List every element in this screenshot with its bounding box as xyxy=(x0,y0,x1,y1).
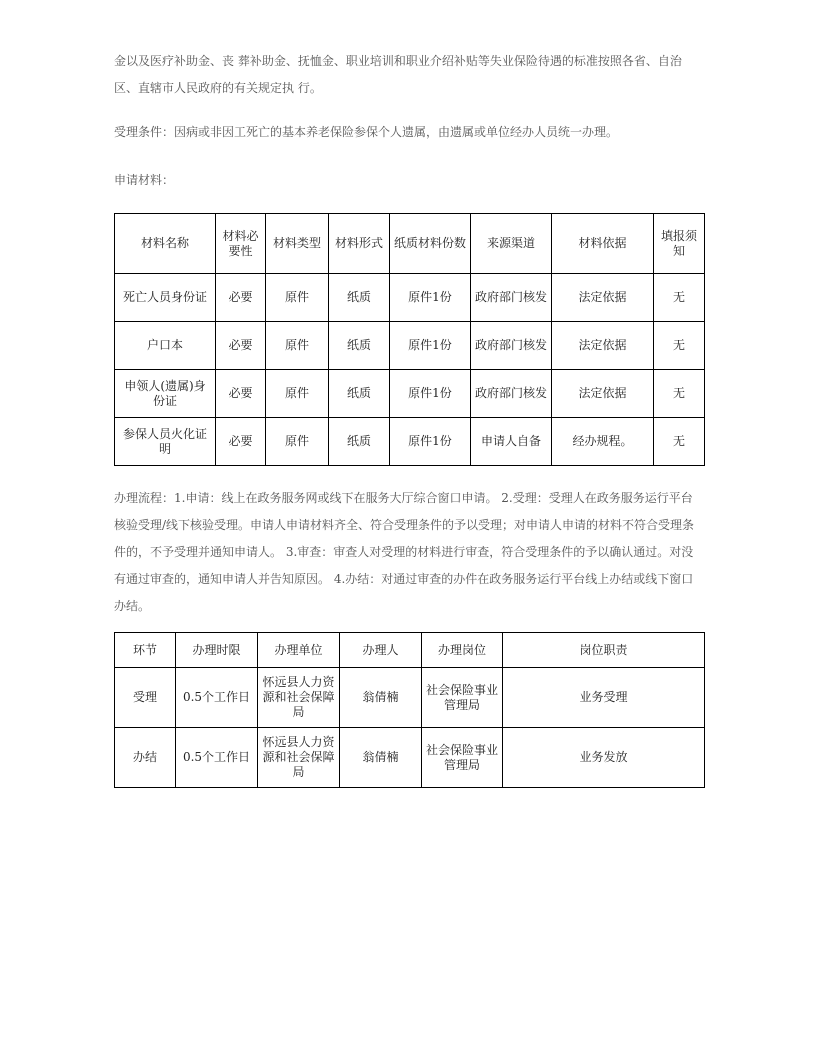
table-cell: 参保人员火化证明 xyxy=(115,418,216,466)
table-cell: 无 xyxy=(654,322,705,370)
table-cell: 原件1份 xyxy=(390,370,471,418)
column-header: 填报须知 xyxy=(654,214,705,274)
column-header: 岗位职责 xyxy=(503,633,705,668)
column-header: 材料依据 xyxy=(552,214,654,274)
table-cell: 经办规程。 xyxy=(552,418,654,466)
table-cell: 怀远县人力资源和社会保障局 xyxy=(258,728,340,788)
process-table xyxy=(114,632,705,788)
table-cell: 原件 xyxy=(266,370,329,418)
table-cell: 原件1份 xyxy=(390,322,471,370)
table-cell: 必要 xyxy=(216,370,266,418)
table-cell: 死亡人员身份证 xyxy=(115,274,216,322)
table-cell: 翁倩楠 xyxy=(340,728,422,788)
column-header: 材料名称 xyxy=(115,214,216,274)
table-cell: 受理 xyxy=(115,668,176,728)
table-cell: 0.5个工作日 xyxy=(176,668,258,728)
table-header-row xyxy=(115,633,705,668)
table-cell: 无 xyxy=(654,370,705,418)
table-cell: 原件1份 xyxy=(390,274,471,322)
table-cell: 必要 xyxy=(216,418,266,466)
table-cell: 无 xyxy=(654,274,705,322)
table-cell: 0.5个工作日 xyxy=(176,728,258,788)
table-row xyxy=(115,668,705,728)
table-cell: 政府部门核发 xyxy=(471,322,552,370)
table-cell: 纸质 xyxy=(329,322,390,370)
column-header: 材料类型 xyxy=(266,214,329,274)
table-cell: 法定依据 xyxy=(552,322,654,370)
table-cell: 业务受理 xyxy=(503,668,705,728)
column-header: 来源渠道 xyxy=(471,214,552,274)
table-row xyxy=(115,728,705,788)
table-cell: 法定依据 xyxy=(552,274,654,322)
table-cell: 怀远县人力资源和社会保障局 xyxy=(258,668,340,728)
table-cell: 申请人自备 xyxy=(471,418,552,466)
table-header-row xyxy=(115,214,705,274)
table-row xyxy=(115,418,705,466)
column-header: 环节 xyxy=(115,633,176,668)
materials-heading: 申请材料： xyxy=(114,173,175,187)
column-header: 材料必要性 xyxy=(216,214,266,274)
column-header: 办理人 xyxy=(340,633,422,668)
column-header: 纸质材料份数 xyxy=(390,214,471,274)
table-cell: 政府部门核发 xyxy=(471,370,552,418)
table-cell: 原件 xyxy=(266,274,329,322)
table-cell: 户口本 xyxy=(115,322,216,370)
table-cell: 无 xyxy=(654,418,705,466)
table-cell: 纸质 xyxy=(329,274,390,322)
table-row xyxy=(115,274,705,322)
table-cell: 原件 xyxy=(266,322,329,370)
table-cell: 业务发放 xyxy=(503,728,705,788)
intro-paragraph: 金以及医疗补助金、丧 葬补助金、抚恤金、职业培训和职业介绍补贴等失业保险待遇的标准按照各省、自治区、直辖市人民政府的有关规定执 行。 xyxy=(114,54,682,95)
column-header: 办理岗位 xyxy=(422,633,503,668)
column-header: 材料形式 xyxy=(329,214,390,274)
table-cell: 翁倩楠 xyxy=(340,668,422,728)
table-cell: 原件 xyxy=(266,418,329,466)
materials-table xyxy=(114,213,705,466)
table-cell: 纸质 xyxy=(329,370,390,418)
table-cell: 申领人(遗属)身份证 xyxy=(115,370,216,418)
process-paragraph: 办理流程：1.申请：线上在政务服务网或线下在服务大厅综合窗口申请。 2.受理：受理人在政务服务运行平台核验受理/线下核验受理。申请人申请材料齐全、符合受理条件的予以受理；对申请人申请的材料不符合受理条件的，不予受理并通知申请人。 3.审查：审查人对受理的材料进行审查，符合受理条件的予以确认通过。对没有通过审查的，通知申请人并告知原因。 4.办结：对通过审查的办件在政务服务运行平台线上办结或线下窗口办结。 xyxy=(114,491,695,613)
table-cell: 社会保险事业管理局 xyxy=(422,728,503,788)
column-header: 办理时限 xyxy=(176,633,258,668)
table-row xyxy=(115,370,705,418)
column-header: 办理单位 xyxy=(258,633,340,668)
table-cell: 政府部门核发 xyxy=(471,274,552,322)
table-cell: 纸质 xyxy=(329,418,390,466)
table-cell: 法定依据 xyxy=(552,370,654,418)
table-cell: 办结 xyxy=(115,728,176,788)
table-cell: 原件1份 xyxy=(390,418,471,466)
accept-conditions: 受理条件：因病或非因工死亡的基本养老保险参保个人遗属，由遗属或单位经办人员统一办理。 xyxy=(114,125,619,139)
table-cell: 社会保险事业管理局 xyxy=(422,668,503,728)
table-cell: 必要 xyxy=(216,322,266,370)
table-row xyxy=(115,322,705,370)
table-cell: 必要 xyxy=(216,274,266,322)
